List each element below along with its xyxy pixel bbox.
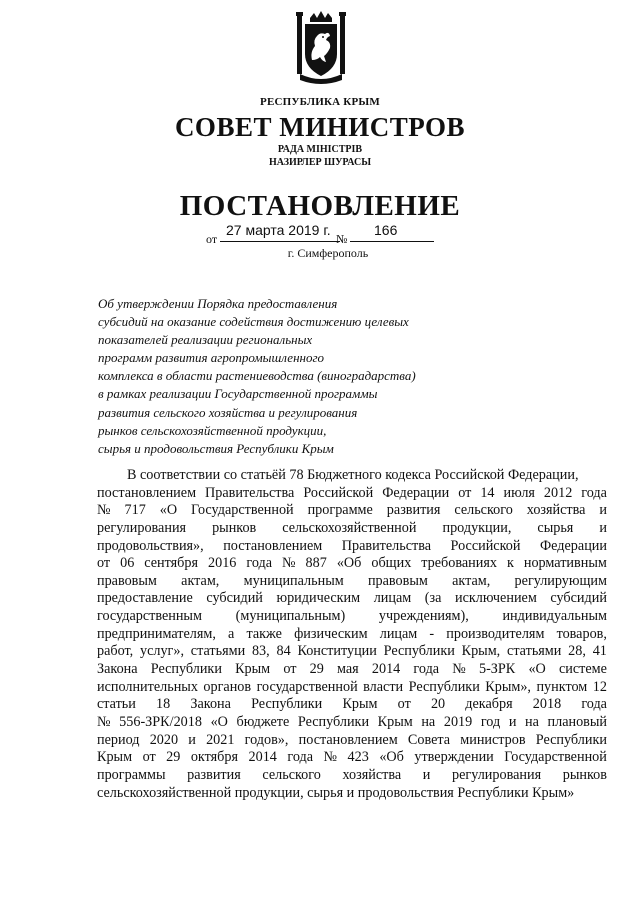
council-title-ukrainian: РАДА МІНІСТРІВ: [277, 144, 363, 155]
body-line: работ, услуг», статьями 83, 84 Конституции Республики Крым, статьями 28, 41: [97, 643, 607, 660]
body-line: продовольствия», постановлением Правительства Российской Федерации: [97, 537, 607, 554]
subject-line: Об утверждении Порядка предоставления: [98, 296, 338, 311]
republic-title: РЕСПУБЛИКА КРЫМ: [260, 96, 380, 108]
date-number-line: [206, 222, 436, 248]
number-underline: [350, 241, 434, 242]
document-date: 27 марта 2019 г.: [226, 222, 331, 238]
body-line: период 2020 и 2021 годов», постановлением Совета министров Республики: [97, 731, 607, 748]
body-line: Закона Республики Крым от 29 мая 2014 года № 5-ЗРК «О системе: [97, 661, 607, 678]
body-line: предоставление субсидий юридическим лицам (за исключением субсидий: [97, 590, 607, 607]
from-label: от: [206, 232, 218, 246]
subject-line: показателей реализации региональных: [98, 332, 313, 348]
subject-line: рынков сельскохозяйственной продукции,: [98, 422, 327, 438]
document-number: 166: [374, 222, 398, 238]
council-title: СОВЕТ МИНИСТРОВ: [174, 112, 466, 142]
coat-of-arms-icon: [296, 10, 346, 84]
document-subject: [98, 295, 498, 458]
number-sign: №: [336, 232, 348, 246]
subject-line: развития сельского хозяйства и регулирования: [98, 404, 358, 420]
city-label: г. Симферополь: [287, 246, 369, 260]
body-line: государственным (муниципальным) учреждениям), индивидуальным: [97, 608, 607, 625]
body-line: правовым актам, муниципальным правовым актам, регулирующим: [97, 572, 607, 589]
subject-line: в рамках реализации Государственной программы: [98, 386, 378, 402]
body-paragraph: [97, 467, 607, 802]
body-line: исполнительных органов государственной власти Республики Крым», пунктом 12: [97, 678, 607, 695]
body-line: В соответствии со статьёй 78 Бюджетного кодекса Российской Федерации,: [127, 467, 579, 483]
body-line: Крым от 29 октября 2014 года № 423 «Об утверждении Государственной: [97, 749, 607, 766]
document-type-heading: ПОСТАНОВЛЕНИЕ: [179, 190, 461, 222]
body-line: программы развития сельского хозяйства и регулирования рынков: [97, 766, 607, 783]
council-title-crimean-tatar: НАЗИРЛЕР ШУРАСЫ: [268, 157, 372, 168]
date-underline: [220, 241, 340, 242]
body-line: постановлением Правительства Российской Федерации от 14 июля 2012 года: [97, 484, 607, 501]
subject-line: сырья и продовольствия Республики Крым: [98, 440, 334, 456]
body-line: предпринимателям, а также физическим лицам - производителям товаров,: [97, 625, 607, 642]
body-line: сельскохозяйственной продукции, сырья и продовольствия Республики Крым»: [97, 784, 575, 801]
subject-line: комплекса в области растениеводства (виноградарства): [98, 368, 416, 384]
subject-line: субсидий на оказание содействия достижению целевых: [98, 314, 409, 330]
body-line: статьи 18 Закона Республики Крым от 20 декабря 2018 года: [97, 696, 607, 713]
body-line: № 717 «О Государственной программе развития сельского хозяйства и: [97, 502, 607, 519]
body-line: от 06 сентября 2016 года № 887 «Об общих требованиях к нормативным: [97, 555, 607, 572]
body-line: № 556-ЗРК/2018 «О бюджете Республики Крым на 2019 год и на плановый: [97, 713, 607, 730]
body-line: регулирования рынков сельскохозяйственной продукции, сырья и: [97, 519, 607, 536]
subject-line: программ развития агропромышленного: [98, 350, 325, 366]
